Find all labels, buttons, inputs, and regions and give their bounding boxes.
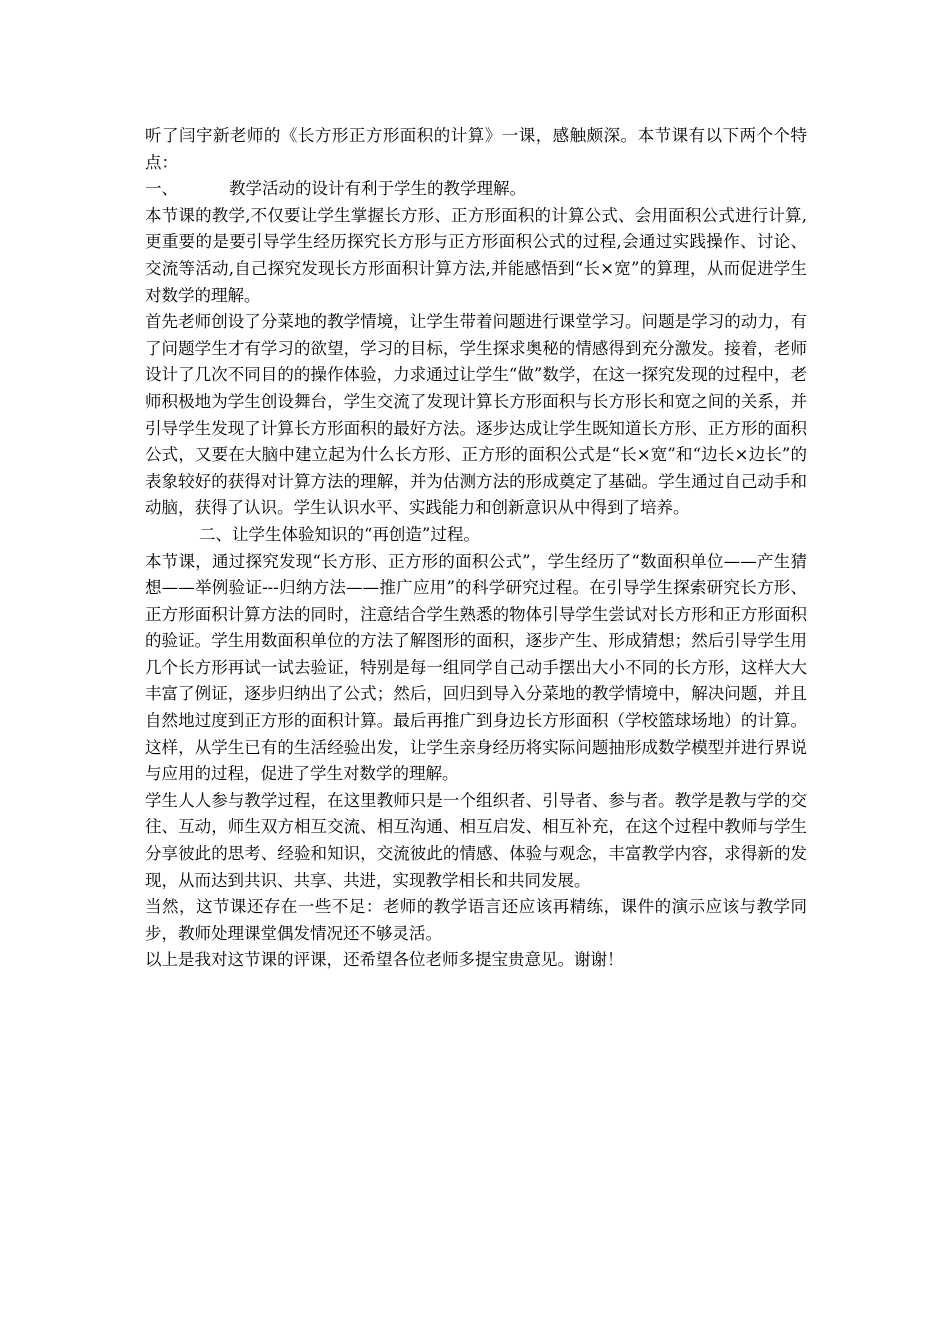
- shortcomings-paragraph: 当然，这节课还存在一些不足：老师的教学语言还应该再精练，课件的演示应该与教学同步，教师处理课堂偶发情况还不够灵活。: [145, 897, 807, 943]
- section-1-paragraph-2: 首先老师创设了分菜地的教学情境，让学生带着问题进行课堂学习。问题是学习的动力，有了问题学生才有学习的欲望，学习的目标，学生探求奥秘的情感得到充分激发。接着，老师设计了几次不同目的的操作体验，力求通过让学生“做”数学，在这一探究发现的过程中，老师积极地为学生创设舞台，学生交流了发现计算长方形面积与长方形长和宽之间的关系，并引导学生发现了计算长方形面积的最好方法。逐步达成让学生既知道长方形、正方形的面积公式，又要在大脑中建立起为什么长方形、正方形的面积公式是“长×宽”和“边长×边长”的表象较好的获得对计算方法的理解，并为估测方法的形成奠定了基础。学生通过自己动手和动脑，获得了认识。学生认识水平、实践能力和创新意识从中得到了培养。: [145, 312, 807, 518]
- section-1-paragraph-1: 本节课的教学,不仅要让学生掌握长方形、正方形面积的计算公式、会用面积公式进行计算,更重要的是要引导学生经历探究长方形与正方形面积公式的过程,会通过实践操作、讨论、交流等活动,自己探究发现长方形面积计算方法,并能感悟到“长×宽”的算理，从而促进学生对数学的理解。: [145, 205, 807, 305]
- section-2-paragraph-2: 学生人人参与教学过程，在这里教师只是一个组织者、引导者、参与者。教学是教与学的交往、互动，师生双方相互交流、相互沟通、相互启发、相互补充，在这个过程中教师与学生分享彼此的思考、经验和知识，交流彼此的情感、体验与观念，丰富教学内容，求得新的发现，从而达到共识、共享、共进，实现教学相长和共同发展。: [145, 790, 807, 890]
- section-1-heading: [145, 176, 807, 203]
- section-2-heading: 二、让学生体验知识的“再创造”过程。: [199, 524, 480, 544]
- closing-paragraph: 以上是我对这节课的评课，还希望各位老师多提宝贵意见。谢谢！: [145, 950, 624, 970]
- document-body: [145, 123, 807, 974]
- intro-paragraph: 听了闫宇新老师的《长方形正方形面积的计算》一课，感触颇深。本节课有以下两个个特点：: [145, 126, 807, 172]
- section-1-number: 一、: [145, 179, 178, 199]
- section-1-title: 教学活动的设计有利于学生的教学理解。: [229, 179, 526, 199]
- section-2-paragraph-1: 本节课，通过探究发现“长方形、正方形的面积公式”，学生经历了“数面积单位——产生猜想——举例验证---归纳方法——推广应用”的科学研究过程。在引导学生探索研究长方形、正方形面积计算方法的同时，注意结合学生熟悉的物体引导学生尝试对长方形和正方形面积的验证。学生用数面积单位的方法了解图形的面积，逐步产生、形成猜想；然后引导学生用几个长方形再试一试去验证，特别是每一组同学自己动手摆出大小不同的长方形，这样大大丰富了例证，逐步归纳出了公式；然后，回归到导入分菜地的教学情境中，解决问题，并且自然地过度到正方形的面积计算。最后再推广到身边长方形面积（学校篮球场地）的计算。这样，从学生已有的生活经验出发，让学生亲身经历将实际问题抽形成数学模型并进行界说与应用的过程，促进了学生对数学的理解。: [145, 551, 807, 784]
